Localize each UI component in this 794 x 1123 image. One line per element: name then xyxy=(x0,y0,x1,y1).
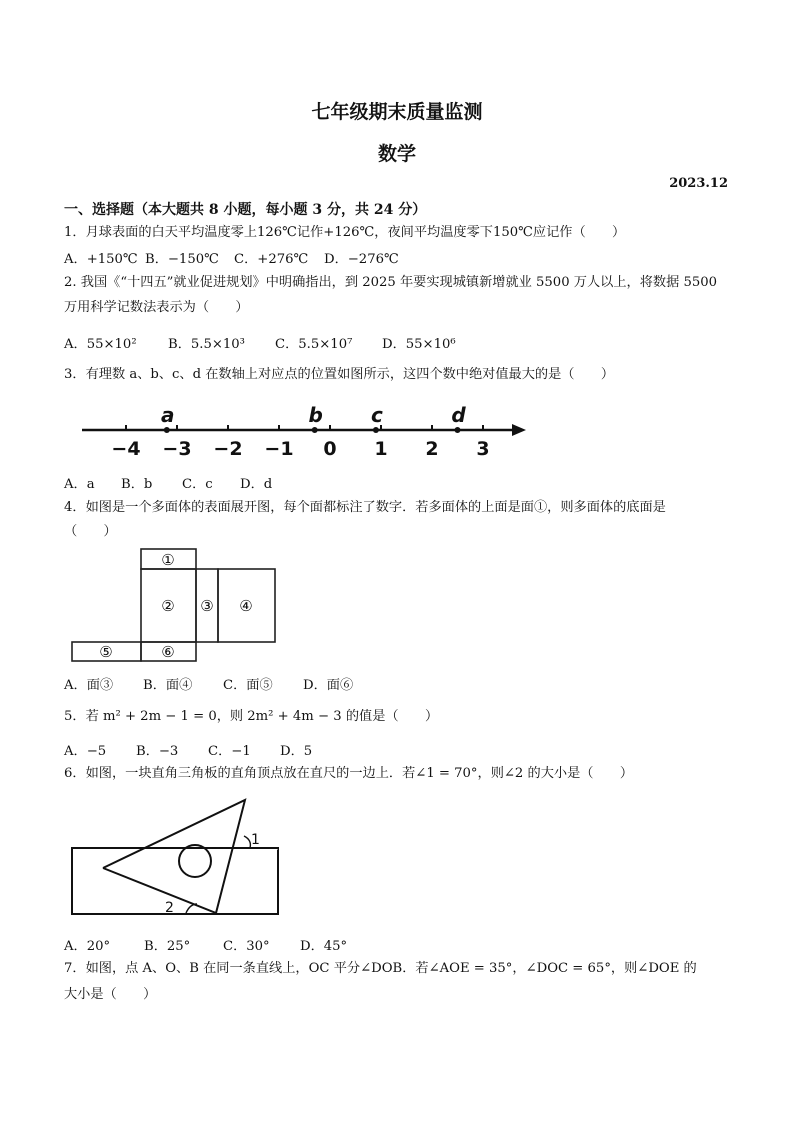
triangle-hole xyxy=(179,845,211,877)
exam-date: 2023.12 xyxy=(669,176,728,191)
question-4-options xyxy=(64,674,353,693)
face-6-label: ⑥ xyxy=(161,643,175,661)
q2-option-a: A．55×10² xyxy=(64,337,137,352)
question-4-stem-line2: （ ） xyxy=(64,524,117,539)
question-5-stem: 5．若 m² + 2m − 1 = 0，则 2m² + 4m − 3 的值是（ ） xyxy=(64,709,439,724)
number-line-figure xyxy=(70,395,540,465)
number-line-tick-label: 3 xyxy=(476,438,490,460)
q4-option-b: B．面④ xyxy=(143,678,193,693)
q1-option-b: B．−150℃ xyxy=(145,252,219,267)
q5-option-a: A．−5 xyxy=(64,744,107,759)
face-5-label: ⑤ xyxy=(99,643,113,661)
q1-option-a: A．+150℃ xyxy=(64,252,138,267)
q6-option-a: A．20° xyxy=(64,939,111,954)
angle-1-label: 1 xyxy=(251,832,260,848)
q2-option-d: D．55×10⁶ xyxy=(382,337,456,352)
triangle-plate xyxy=(103,800,245,913)
number-line-point-label: d xyxy=(451,403,466,427)
exam-title: 七年级期末质量监测 xyxy=(311,101,483,123)
face-2-label: ② xyxy=(161,597,175,615)
question-1-stem: 1．月球表面的白天平均温度零上126℃记作+126℃，夜间平均温度零下150℃应记作（ ） xyxy=(64,225,626,240)
q3-option-c: C．c xyxy=(182,477,213,492)
number-line-tick-label: −2 xyxy=(213,438,243,460)
number-line-point-label: a xyxy=(161,403,175,427)
number-line-arrow xyxy=(512,424,526,436)
ruler xyxy=(72,848,278,914)
q5-option-d: D．5 xyxy=(280,744,313,759)
number-line-tick-label: 2 xyxy=(425,438,439,460)
q6-option-c: C．30° xyxy=(223,939,270,954)
q6-option-b: B．25° xyxy=(144,939,191,954)
question-6-stem: 6．如图，一块直角三角板的直角顶点放在直尺的一边上．若∠1 = 70°，则∠2 的大小是（ ） xyxy=(64,766,634,781)
question-2-stem-line1: 2. 我国《“十四五”就业促进规划》中明确指出，到 2025 年要实现城镇新增就业 5500 万人以上，将数据 5500 xyxy=(64,275,718,290)
question-7-stem-line1: 7．如图，点 A、O、B 在同一条直线上，OC 平分∠DOB．若∠AOE = 35°，∠DOC = 65°，则∠DOE 的 xyxy=(64,961,697,976)
q5-option-b: B．−3 xyxy=(136,744,179,759)
number-line-point-a xyxy=(164,427,170,433)
number-line-tick-label: −1 xyxy=(264,438,294,460)
triangle-ruler-figure xyxy=(68,792,288,922)
question-5-options xyxy=(64,740,312,759)
question-3-stem: 3．有理数 a、b、c、d 在数轴上对应点的位置如图所示，这四个数中绝对值最大的是（ ） xyxy=(64,367,615,382)
q1-option-c: C．+276℃ xyxy=(234,252,309,267)
q2-option-c: C．5.5×10⁷ xyxy=(275,337,353,352)
question-2-stem-line2: 万用科学记数法表示为（ ） xyxy=(64,300,249,315)
subject-title: 数学 xyxy=(377,143,416,165)
number-line-tick-label: 1 xyxy=(374,438,388,460)
question-7-stem-line2: 大小是（ ） xyxy=(64,987,157,1002)
q4-option-c: C．面⑤ xyxy=(223,678,273,693)
number-line-point-b xyxy=(312,427,318,433)
q2-option-b: B．5.5×10³ xyxy=(168,337,245,352)
number-line-tick-label: 0 xyxy=(323,438,337,460)
question-4-stem-line1: 4．如图是一个多面体的表面展开图，每个面都标注了数字．若多面体的上面是面①，则多面体的底面是 xyxy=(64,500,666,515)
face-4-label: ④ xyxy=(239,597,253,615)
number-line-tick-label: −4 xyxy=(111,438,141,460)
question-6-options xyxy=(64,935,347,954)
q5-option-c: C．−1 xyxy=(208,744,251,759)
q1-option-d: D．−276℃ xyxy=(324,252,399,267)
angle-2-label: 2 xyxy=(165,900,174,916)
face-3-label: ③ xyxy=(200,597,214,615)
question-1-options xyxy=(64,248,399,267)
section-heading: 一、选择题（本大题共 8 小题，每小题 3 分，共 24 分） xyxy=(64,202,427,218)
question-3-options xyxy=(64,473,272,492)
number-line-point-label: b xyxy=(308,403,323,427)
question-2-options xyxy=(64,333,456,352)
q6-option-d: D．45° xyxy=(300,939,348,954)
angle-1-arc xyxy=(244,836,250,848)
number-line-tick-label: −3 xyxy=(162,438,192,460)
q3-option-b: B．b xyxy=(121,477,153,492)
net-figure xyxy=(68,546,283,666)
q3-option-a: A．a xyxy=(64,477,95,492)
number-line-point-c xyxy=(373,427,379,433)
face-1-label: ① xyxy=(161,551,175,569)
number-line-point-label: c xyxy=(370,403,383,427)
number-line-point-d xyxy=(455,427,461,433)
q4-option-a: A．面③ xyxy=(64,678,114,693)
q3-option-d: D．d xyxy=(240,477,273,492)
q4-option-d: D．面⑥ xyxy=(303,678,354,693)
